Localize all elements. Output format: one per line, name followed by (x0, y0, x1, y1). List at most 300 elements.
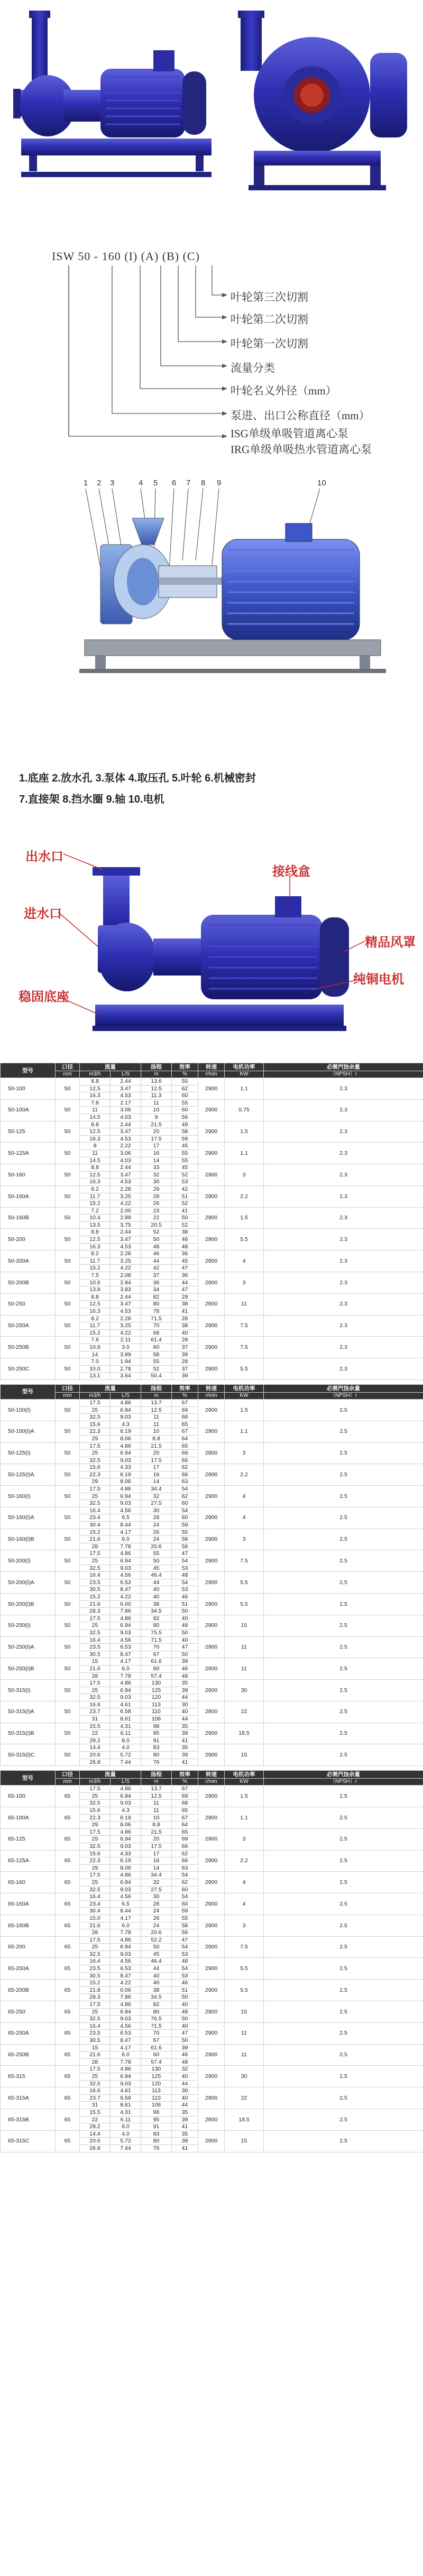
cell-value: 95 (141, 1730, 172, 1737)
cell-value: 55 (141, 1358, 172, 1366)
table-row (1, 2066, 423, 2073)
cell-value: 6.94 (111, 1450, 141, 1457)
cell-value: 8 (80, 1143, 111, 1150)
cell-value: 71.5 (141, 1636, 172, 1644)
table-row (1, 1828, 423, 1836)
cell-value: 15.6 (80, 1421, 111, 1428)
cell-value: 6.5 (111, 1514, 141, 1522)
cell-speed: 2900 (198, 1143, 225, 1164)
cell-value: 17.5 (80, 1442, 111, 1450)
svg-text:4: 4 (139, 479, 143, 487)
cell-value: 20.6 (141, 1929, 172, 1937)
cell-speed: 2900 (198, 1207, 225, 1229)
structure-section (0, 465, 423, 846)
parts-list-line-1: 1.底座 2.放水孔 3.泵体 4.取压孔 5.叶轮 6.机械密封 (19, 772, 256, 784)
cell-model: 50-250C (1, 1358, 56, 1380)
cell-value: 40 (172, 2073, 198, 2080)
cell-speed: 2900 (198, 1315, 225, 1337)
cell-value: 46.4 (141, 1572, 172, 1579)
cell-npsh: 2.5 (264, 1550, 423, 1572)
cell-value: 67 (172, 1428, 198, 1436)
cell-value: 65 (172, 1421, 198, 1428)
header-model: 型号 (1, 1063, 56, 1078)
cell-value: 32.5 (80, 1800, 111, 1807)
cell-value: 30.5 (80, 2037, 111, 2045)
cell-value: 30.5 (80, 1972, 111, 1980)
cell-power: 5.5 (225, 1593, 264, 1615)
cell-npsh: 2.5 (264, 1636, 423, 1658)
cell-npsh: 2.3 (264, 1121, 423, 1143)
cell-value: 40 (141, 1593, 172, 1600)
cell-speed: 2900 (198, 1636, 225, 1658)
table-row (1, 1958, 423, 1965)
cell-value: 4.86 (111, 2066, 141, 2073)
cell-diameter: 65 (56, 1850, 80, 1872)
cell-value: 48 (172, 2008, 198, 2016)
parts-list-line-2: 7.直接架 8.挡水圈 9.轴 10.电机 (19, 794, 164, 805)
cell-value: 10 (141, 1428, 172, 1436)
cell-value: 37 (141, 1272, 172, 1280)
table-units-row (1, 1071, 423, 1078)
cell-speed: 2900 (198, 1893, 225, 1915)
cell-value: 98 (141, 2109, 172, 2116)
cell-value: 58 (172, 1922, 198, 1929)
cell-value: 15 (80, 2044, 111, 2051)
cell-value: 15.0 (80, 1915, 111, 1922)
cell-model: 50-200(I)B (1, 1593, 56, 1615)
header-unit: % (172, 1779, 198, 1786)
cell-value: 28 (172, 1358, 198, 1366)
cell-value: 60 (141, 2051, 172, 2059)
cell-diameter: 50 (56, 1680, 80, 1701)
table-row (1, 1121, 423, 1128)
cell-value: 9.03 (111, 2080, 141, 2087)
cell-value: 66 (172, 1857, 198, 1865)
cell-power: 11 (225, 1636, 264, 1658)
cell-value: 6.53 (111, 1965, 141, 1973)
cell-value: 32 (141, 1171, 172, 1179)
cell-value: 52 (172, 1221, 198, 1229)
cell-value: 14 (141, 1157, 172, 1164)
cell-value: 80 (141, 2008, 172, 2016)
cell-value: 25 (80, 1450, 111, 1457)
header-unit: m (141, 1071, 172, 1078)
cell-npsh: 2.5 (264, 1486, 423, 1507)
cell-diameter: 50 (56, 1744, 80, 1766)
header-diameter: 口径 (56, 1771, 80, 1779)
cell-value: 41 (172, 1207, 198, 1215)
cell-npsh: 2.5 (264, 1744, 423, 1766)
cell-value: 20 (141, 1128, 172, 1136)
cell-value: 13.7 (141, 1786, 172, 1793)
cell-value: 48 (172, 1243, 198, 1250)
cell-power: 3 (225, 1529, 264, 1550)
cell-npsh: 2.3 (264, 1164, 423, 1186)
cell-value: 60 (172, 1886, 198, 1893)
cell-value: 26 (141, 1529, 172, 1536)
cell-value: 14 (80, 1351, 111, 1358)
header-unit: mm (56, 1779, 80, 1786)
cell-value: 9.03 (111, 1565, 141, 1572)
cell-value: 46 (172, 1236, 198, 1244)
cell-value: 23.5 (80, 1965, 111, 1973)
cell-value: 4.56 (111, 1572, 141, 1579)
cell-model: 50-160(I) (1, 1486, 56, 1507)
header-unit: KW (225, 1392, 264, 1399)
cell-value: 13.7 (141, 1399, 172, 1406)
cell-value: 16.4 (80, 1958, 111, 1965)
cell-value: 33 (141, 1164, 172, 1172)
cell-value: 54 (172, 1965, 198, 1973)
table-row (1, 1893, 423, 1901)
cell-value: 48 (172, 1672, 198, 1680)
cell-diameter: 65 (56, 1893, 80, 1915)
cell-value: 32.5 (80, 1457, 111, 1464)
cell-value: 24 (141, 1522, 172, 1529)
legend-impeller-cut-3: 叶轮第三次切割 (231, 291, 308, 303)
cell-power: 18.5 (225, 1723, 264, 1744)
cell-value: 57.4 (141, 1672, 172, 1680)
cell-value: 38 (172, 1301, 198, 1308)
cell-speed: 2900 (198, 1337, 225, 1358)
cell-value: 6.19 (111, 1857, 141, 1865)
cell-value: 67 (141, 1651, 172, 1658)
cell-npsh: 2.3 (264, 1229, 423, 1250)
cell-diameter: 65 (56, 1915, 80, 1936)
cell-value: 69 (172, 1450, 198, 1457)
cell-value: 14 (141, 1864, 172, 1872)
table-row (1, 1807, 423, 1815)
cell-value: 4.22 (111, 1265, 141, 1272)
svg-text:3: 3 (110, 479, 115, 487)
header-speed: 转速 (198, 1771, 225, 1779)
cell-diameter: 50 (56, 1701, 80, 1723)
cell-npsh: 2.5 (264, 2130, 423, 2152)
spec-tables (0, 1063, 423, 2575)
cell-value: 71.5 (141, 1315, 172, 1322)
cell-value: 53 (172, 1565, 198, 1572)
cell-power: 4 (225, 1250, 264, 1272)
cell-npsh: 2.3 (264, 1315, 423, 1337)
cell-model: 50-125A (1, 1143, 56, 1164)
cell-value: 44 (172, 1716, 198, 1723)
cell-npsh: 2.3 (264, 1337, 423, 1358)
header-power: 电机功率 (225, 1384, 264, 1392)
cell-value: 48 (172, 1572, 198, 1579)
cell-value: 36 (172, 1272, 198, 1280)
cell-value: 21.6 (80, 1665, 111, 1672)
cell-model: 65-160A (1, 1893, 56, 1915)
cell-npsh: 2.5 (264, 1464, 423, 1486)
header-unit: （NPSH）r (264, 1779, 423, 1786)
cell-value: 46 (172, 1980, 198, 1987)
cell-value: 29 (172, 1293, 198, 1301)
cell-model: 50-100(I)A (1, 1421, 56, 1442)
cell-diameter: 50 (56, 1486, 80, 1507)
cell-value: 12.5 (80, 1171, 111, 1179)
callout-stable-base: 稳固底座 (19, 990, 69, 1004)
cell-value: 29 (80, 1864, 111, 1872)
cell-value: 36 (172, 1250, 198, 1258)
cell-value: 41 (172, 1737, 198, 1744)
cell-power: 15 (225, 1615, 264, 1636)
cell-power: 4 (225, 1486, 264, 1507)
cell-value: 44 (172, 2102, 198, 2109)
cell-value: 47 (172, 1550, 198, 1558)
cell-value: 39 (172, 1730, 198, 1737)
cell-diameter: 50 (56, 1572, 80, 1594)
cell-value: 25 (80, 1493, 111, 1500)
cell-value: 10.6 (80, 1279, 111, 1286)
cell-value: 4.03 (111, 1157, 141, 1164)
cell-value: 25 (80, 1558, 111, 1565)
cell-model: 65-160B (1, 1915, 56, 1936)
cell-value: 8.8 (80, 1078, 111, 1085)
cell-value: 60 (172, 1514, 198, 1522)
cell-value: 70 (141, 2030, 172, 2037)
cell-model: 50-125(I)A (1, 1464, 56, 1486)
cell-power: 30 (225, 2066, 264, 2087)
cell-value: 7.86 (111, 1608, 141, 1615)
cell-value: 4.3 (111, 1421, 141, 1428)
cell-value: 4.22 (111, 1980, 141, 1987)
cell-value: 61.6 (141, 1658, 172, 1666)
cell-value: 6.19 (111, 1814, 141, 1821)
cell-value: 8.47 (111, 1651, 141, 1658)
cell-value: 6.53 (111, 1579, 141, 1586)
cell-value: 29 (80, 1821, 111, 1829)
cell-diameter: 50 (56, 1399, 80, 1421)
cell-model: 50-160(I)A (1, 1507, 56, 1529)
cell-value: 56 (172, 1543, 198, 1550)
cell-model: 65-200B (1, 1980, 56, 2001)
cell-value: 15.2 (80, 1329, 111, 1337)
cell-value: 120 (141, 2080, 172, 2087)
spec-table-1 (0, 1063, 423, 1380)
cell-value: 45 (141, 1951, 172, 1958)
cell-value: 44 (172, 1694, 198, 1701)
cell-value: 3.25 (111, 1193, 141, 1200)
header-efficiency: 效率 (172, 1771, 198, 1779)
cell-value: 32.5 (80, 1843, 111, 1850)
cell-value: 40 (172, 1636, 198, 1644)
cell-value: 38 (141, 1986, 172, 1994)
cell-value: 2.08 (111, 1272, 141, 1280)
cell-model: 65-315A (1, 2087, 56, 2109)
cell-diameter: 65 (56, 2130, 80, 2152)
cell-value: 4.22 (111, 1200, 141, 1208)
table-row (1, 1680, 423, 1687)
cell-value: 49 (172, 1121, 198, 1128)
cell-value: 53 (172, 1586, 198, 1594)
cell-value: 54 (172, 1579, 198, 1586)
cell-model: 50-250(I) (1, 1615, 56, 1636)
header-head: 扬程 (141, 1063, 172, 1071)
cell-value: 8.61 (111, 2102, 141, 2109)
header-unit: m (141, 1779, 172, 1786)
cell-value: 40 (172, 2094, 198, 2102)
cell-value: 6.0 (111, 1536, 141, 1543)
cell-value: 23.7 (80, 2094, 111, 2102)
cell-value: 6.94 (111, 1493, 141, 1500)
cell-value: 3.0 (111, 1344, 141, 1351)
table-row (1, 1185, 423, 1193)
cell-value: 11.7 (80, 1322, 111, 1330)
cell-value: 16.6 (80, 2087, 111, 2095)
cell-value: 12.5 (80, 1085, 111, 1092)
cell-value: 50 (172, 2037, 198, 2045)
cell-value: 8.06 (111, 1478, 141, 1486)
cell-value: 60 (172, 1092, 198, 1100)
cell-value: 8.2 (80, 1185, 111, 1193)
cell-value: 34.5 (141, 1608, 172, 1615)
cell-value: 39 (172, 2116, 198, 2123)
cell-value: 30 (141, 1893, 172, 1901)
cell-model: 50-100(I) (1, 1399, 56, 1421)
cell-npsh: 2.3 (264, 1143, 423, 1164)
cell-value: 67 (172, 1786, 198, 1793)
cell-model: 65-250 (1, 2001, 56, 2023)
cell-diameter: 50 (56, 1550, 80, 1572)
cell-power: 0.75 (225, 1099, 264, 1121)
cell-npsh: 2.5 (264, 1529, 423, 1550)
cell-value: 4.53 (111, 1135, 141, 1143)
cell-value: 61.6 (141, 2044, 172, 2051)
cell-diameter: 50 (56, 1464, 80, 1486)
cell-value: 55 (172, 1149, 198, 1157)
cell-value: 32 (141, 1493, 172, 1500)
cell-value: 2.78 (111, 1365, 141, 1373)
header-unit: L/S (111, 1071, 141, 1078)
model-code-section (0, 227, 423, 456)
cell-value: 20.6 (80, 1752, 111, 1759)
cell-value: 16.3 (80, 1179, 111, 1186)
cell-diameter: 50 (56, 1078, 80, 1100)
cell-value: 59 (172, 1522, 198, 1529)
cell-value: 3.47 (111, 1301, 141, 1308)
cell-value: 39 (172, 1658, 198, 1666)
cell-npsh: 2.5 (264, 1593, 423, 1615)
cell-speed: 2900 (198, 1464, 225, 1486)
structure-diagram (0, 465, 423, 761)
cell-value: 46 (172, 1593, 198, 1600)
cell-value: 10.0 (80, 1365, 111, 1373)
cell-value: 62 (172, 1085, 198, 1092)
cell-value: 4.22 (111, 1329, 141, 1337)
cell-value: 55 (172, 1915, 198, 1922)
cell-value: 3.47 (111, 1128, 141, 1136)
cell-value: 10 (141, 1814, 172, 1821)
cell-value: 78 (141, 1308, 172, 1315)
svg-text:8: 8 (201, 479, 206, 487)
cell-value: 32.5 (80, 1414, 111, 1421)
cell-value: 38 (172, 1229, 198, 1236)
cell-value: 4.33 (111, 1850, 141, 1857)
header-model: 型号 (1, 1384, 56, 1399)
cell-npsh: 2.5 (264, 1850, 423, 1872)
cell-value: 10 (141, 1107, 172, 1114)
cell-value: 113 (141, 2087, 172, 2095)
header-flow: 流量 (80, 1384, 141, 1392)
cell-value: 62 (172, 1850, 198, 1857)
cell-value: 8.8 (141, 1821, 172, 1829)
cell-value: 12.5 (80, 1236, 111, 1244)
cell-value: 44 (172, 1279, 198, 1286)
cell-speed: 2900 (198, 1293, 225, 1315)
cell-value: 54 (172, 1558, 198, 1565)
cell-value: 12.5 (141, 1792, 172, 1800)
cell-power: 5.5 (225, 1980, 264, 2001)
cell-npsh: 2.3 (264, 1250, 423, 1272)
cell-value: 40 (172, 2022, 198, 2030)
cell-value: 11 (141, 1800, 172, 1807)
header-flow: 流量 (80, 1063, 141, 1071)
cell-value: 15.2 (80, 1265, 111, 1272)
cell-value: 34.4 (141, 1486, 172, 1493)
cell-npsh: 2.5 (264, 1893, 423, 1915)
cell-power: 1.1 (225, 1421, 264, 1442)
cell-value: 26.8 (80, 1759, 111, 1766)
cell-speed: 2900 (198, 1807, 225, 1829)
cell-value: 9.03 (111, 1629, 141, 1636)
cell-model: 50-125 (1, 1121, 56, 1143)
cell-value: 17 (141, 1143, 172, 1150)
cell-value: 3.25 (111, 1257, 141, 1265)
cell-power: 5.5 (225, 1229, 264, 1250)
cell-value: 32.5 (80, 2080, 111, 2087)
cell-value: 28.3 (80, 1994, 111, 2001)
cell-value: 22.3 (80, 1428, 111, 1436)
cell-value: 2.89 (111, 1215, 141, 1222)
cell-value: 4.0 (111, 1744, 141, 1752)
table-row (1, 1442, 423, 1450)
cell-value: 4.53 (111, 1308, 141, 1315)
cell-value: 70 (141, 1322, 172, 1330)
cell-value: 26 (141, 1200, 172, 1208)
cell-model: 65-160 (1, 1872, 56, 1893)
cell-value: 55 (172, 1157, 198, 1164)
cell-value: 23.7 (80, 1708, 111, 1716)
cell-value: 59 (172, 1908, 198, 1915)
cell-value: 14.5 (80, 1114, 111, 1121)
cell-value: 53 (172, 1951, 198, 1958)
cell-model: 50-200(I) (1, 1550, 56, 1572)
cell-value: 76 (141, 1759, 172, 1766)
table-row (1, 1786, 423, 1793)
cell-value: 2.11 (111, 1337, 141, 1344)
cell-value: 8.44 (111, 1522, 141, 1529)
cell-value: 6.94 (111, 1792, 141, 1800)
cell-value: 4.86 (111, 1680, 141, 1687)
cell-speed: 2900 (198, 1272, 225, 1294)
cell-value: 7.78 (111, 1543, 141, 1550)
cell-value: 4.17 (111, 1915, 141, 1922)
cell-model: 65-315B (1, 2109, 56, 2130)
cell-value: 3.64 (111, 1373, 141, 1380)
cell-value: 52 (172, 1200, 198, 1208)
cell-value: 3.06 (111, 1107, 141, 1114)
cell-value: 39 (172, 2138, 198, 2145)
cell-power: 22 (225, 2087, 264, 2109)
table-header-row (1, 1384, 423, 1392)
cell-value: 51 (172, 1986, 198, 1994)
cell-value: 21.5 (141, 1828, 172, 1836)
cell-value: 32.5 (80, 2016, 111, 2023)
cell-value: 48 (172, 1622, 198, 1630)
cell-model: 50-250A (1, 1315, 56, 1337)
cell-npsh: 2.5 (264, 1980, 423, 2001)
cell-value: 16.3 (80, 1243, 111, 1250)
